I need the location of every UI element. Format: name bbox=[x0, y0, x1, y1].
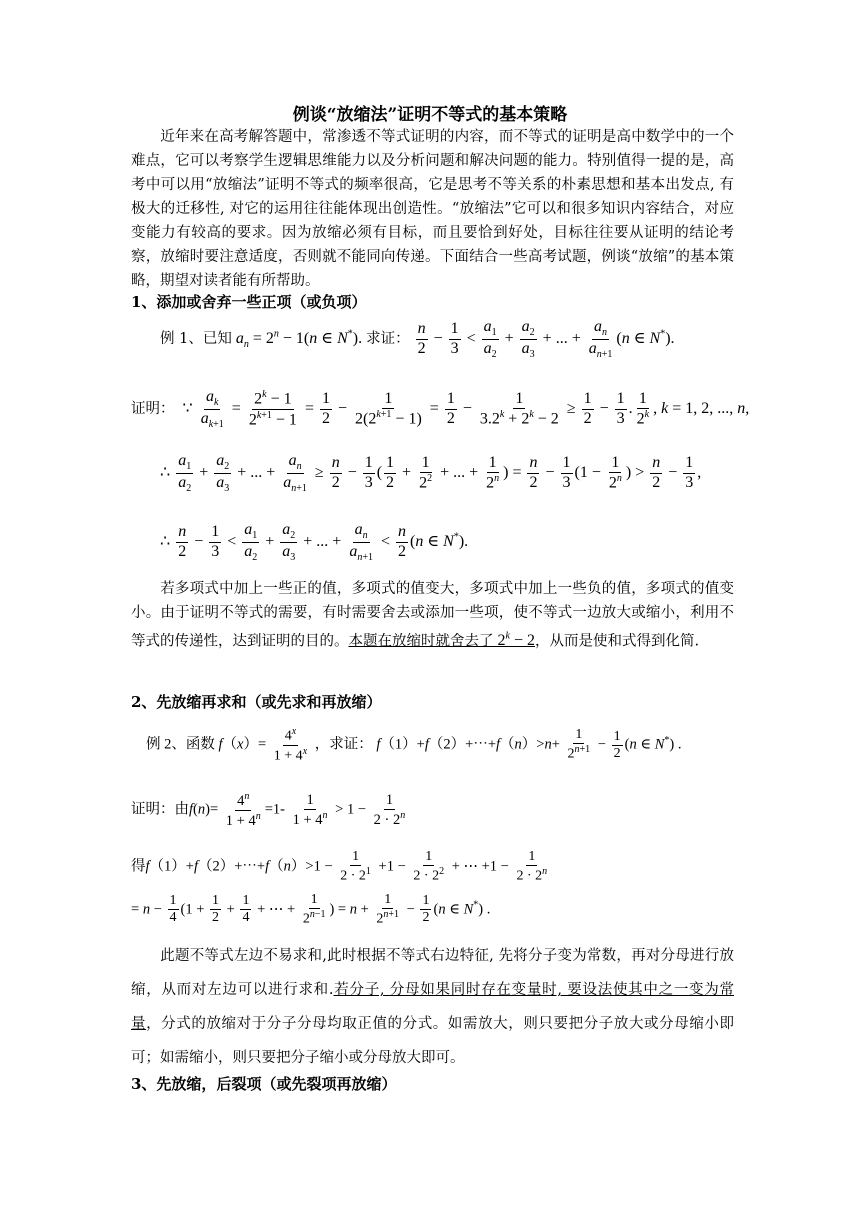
example2-proof-line2: 得f（1）+f（2）+⋯+f（n）>1 − $\frac{1}{2 \cdot 2^1}$ +1 − $\frac{1}{2 \cdot 2^2}$ + ⋯ +1 − $\frac{1}{2 \cdot 2^n}$ bbox=[131, 849, 548, 884]
commentary2-text: 此题不等式左边不易求和,此时根据不等式右边特征, 先将分子变为常数，再对分母进行放缩，从而对左边可以进行求和. bbox=[131, 948, 734, 998]
example1-proof-line3: ∴ $\frac{n}{2}$ − $\frac{1}{3}$ < $\frac{a_1}{a_2}$ + $\frac{a_2}{a_3}$ + ... + $\frac{a_n}{a_{n+1}}$ < $\frac{n}{2}$ (n ∈ N*). bbox=[160, 521, 469, 563]
example1-prove-label: 求证： bbox=[366, 330, 410, 347]
example1-proof-line1: 证明： ∵ $\frac{a_k}{a_{k+1}}$ = $\frac{2^k - 1}{2^{k+1} - 1}$ = $\frac{1}{2}$ − $\frac{1}{2(2^{k+1} - 1)}$ = $\frac{1}{2}$ − $\frac{1}{3.2^k + 2^k - 2}$ ≥ $\frac{1}{2}$ − $\frac{1}{3}$ . $\frac{1}{2^k}$ , k = 1, 2, ..., n, bbox=[131, 388, 750, 430]
example1-proof-line2: ∴ $\frac{a_1}{a_2}$ + $\frac{a_2}{a_3}$ + ... + $\frac{a_n}{a_{n+1}}$ ≥ $\frac{n}{2}$ − $\frac{1}{3}$ ( $\frac{1}{2}$ + $\frac{1}{2^2}$ + ... + $\frac{1}{2^n}$ ) = $\frac{n}{2}$ − $\frac{1}{3}$ (1 − $\frac{1}{2^n}$ ) > $\frac{n}{2}$ − $\frac{1}{3}$ , bbox=[160, 452, 702, 494]
example1-statement: 例 1、已知 $a_n = 2^n - 1(n$ ∈ N*). 求证： $\frac{n}{2}$ − $\frac{1}{3}$ < $\frac{a_1}{a_2}$ + $\frac{a_2}{a_3}$ + ... + $\frac{a_n}{a_{n+1}}$ (n ∈ N*). bbox=[160, 318, 675, 360]
commentary1-tail: ，从而是使和式得到化简. bbox=[534, 633, 700, 650]
page-title: 例谈“放缩法”证明不等式的基本策略 bbox=[292, 105, 568, 125]
section1-heading: 1、添加或舍弃一些正项（或负项） bbox=[131, 293, 367, 311]
example2-proof-line1: 证明：由f(n)= $\frac{4^n}{1 + 4^n}$ =1- $\frac{1}{1 + 4^n}$ > 1 − $\frac{1}{2 \cdot 2^n}$ bbox=[131, 791, 406, 829]
commentary2-underlined: 若分子, 分母如果同时存在变量时, 要设法使其中之一变为常量 bbox=[131, 982, 735, 1032]
example2-get-label: 得 bbox=[131, 858, 146, 875]
section2-heading: 2、先放缩再求和（或先求和再放缩） bbox=[131, 693, 382, 711]
example2-proof-label: 证明：由 bbox=[131, 801, 189, 818]
example2-prefix: 例 2、函数 bbox=[146, 736, 215, 753]
section1-commentary: 若多项式中加上一些正的值，多项式的值变大，多项式中加上一些负的值，多项式的值变小。由于证明不等式的需要，有时需要舍去或添加一些项，使不等式一边放大或缩小，利用不等式的传递性，达到证明的目的。本题在放缩时就舍去了 $2^k - 2$，从而是使和式得到化简. bbox=[131, 581, 734, 650]
commentary2-tail: ，分式的放缩对于分子分母均取正值的分式。如需放大，则只要把分子放大或分母缩小即可；如需缩小，则只要把分子缩小或分母放大即可。 bbox=[131, 1016, 735, 1066]
intro-text: 近年来在高考解答题中，常渗透不等式证明的内容，而不等式的证明是高中数学中的一个难点，它可以考察学生逻辑思维能力以及分析问题和解决问题的能力。特别值得一提的是，高考中可以用“放缩法”证明不等式的频率很高，它是思考不等关系的朴素思想和基本出发点, 有极大的迁移性, 对它的运用往往能体现出创造性。“放缩法”它可以和很多知识内容结合，对应变能力有较高的要求。因为放缩必须有目标，而且要恰到好处，目标往往要从证明的结论考察，放缩时要注意适度，否则就不能同向传递。下面结合一些高考试题，例谈“放缩”的基本策略，期望对读者能有所帮助。 bbox=[131, 129, 734, 289]
section3-heading: 3、先放缩，后裂项（或先裂项再放缩） bbox=[131, 1075, 397, 1093]
commentary1-text: 若多项式中加上一些正的值，多项式的值变大，多项式中加上一些负的值，多项式的值变小。由于证明不等式的需要，有时需要舍去或添加一些项，使不等式一边放大或缩小，利用不等式的传递性，达到证明的目的。 bbox=[131, 581, 734, 650]
section2-commentary bbox=[131, 939, 734, 1075]
example1-prefix: 例 1、已知 bbox=[160, 330, 232, 347]
example2-proof-line3: = n − $\frac{1}{4}$ (1 + $\frac{1}{2}$ + $\frac{1}{4}$ + ⋯ + $\frac{1}{2^{n-1}}$ ) = n + $\frac{1}{2^{n+1}}$ − $\frac{1}{2}$ (n ∈ N*) . bbox=[131, 892, 491, 927]
example2-statement: 例 2、函数 f（x）= $\frac{4^x}{1 + 4^x}$ ，求证： f（1）+f（2）+⋯+f（n）>n+ $\frac{1}{2^{n+1}}$ − $\frac{1}{2}$ (n ∈ N*) . bbox=[146, 726, 682, 764]
commentary1-underlined: 本题在放缩时就舍去了 bbox=[348, 633, 494, 650]
proof-label: 证明： bbox=[131, 400, 175, 417]
intro-paragraph bbox=[131, 125, 734, 293]
example2-prove-label: ，求证： bbox=[314, 736, 373, 753]
